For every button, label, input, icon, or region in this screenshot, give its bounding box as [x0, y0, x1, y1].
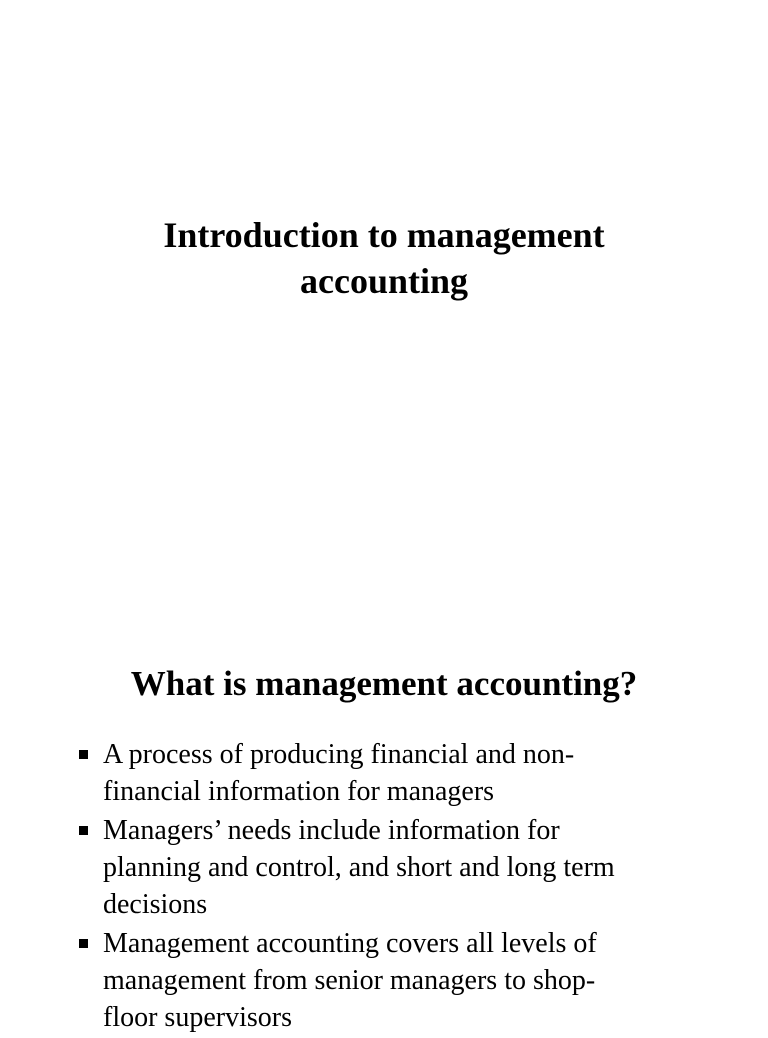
- bullet-item: [0, 812, 768, 923]
- square-bullet-icon: [79, 750, 88, 759]
- bullet-line: floor supervisors: [103, 1002, 292, 1033]
- slide-title-line: accounting: [299, 261, 468, 301]
- bullet-line: management from senior managers to shop-: [103, 965, 596, 996]
- bullet-line: A process of producing financial and non-: [103, 739, 575, 770]
- square-bullet-icon: [79, 939, 88, 948]
- bullet-text: [103, 812, 708, 923]
- bullet-line: Managers’ needs include information for: [103, 815, 560, 846]
- square-bullet-icon: [79, 826, 88, 835]
- bullet-item: [0, 925, 768, 1036]
- bullet-line: Management accounting covers all levels of: [103, 928, 597, 959]
- slide-title: [0, 212, 768, 304]
- bullet-list: [0, 736, 768, 1038]
- bullet-line: planning and control, and short and long term: [103, 852, 615, 883]
- bullet-text: [103, 736, 708, 810]
- slide-title-line: Introduction to management: [163, 215, 605, 255]
- section-heading: What is management accounting?: [130, 664, 638, 703]
- bullet-item: [0, 736, 768, 810]
- bullet-text: [103, 925, 708, 1036]
- bullet-line: decisions: [103, 889, 208, 920]
- bullet-line: financial information for managers: [103, 776, 495, 807]
